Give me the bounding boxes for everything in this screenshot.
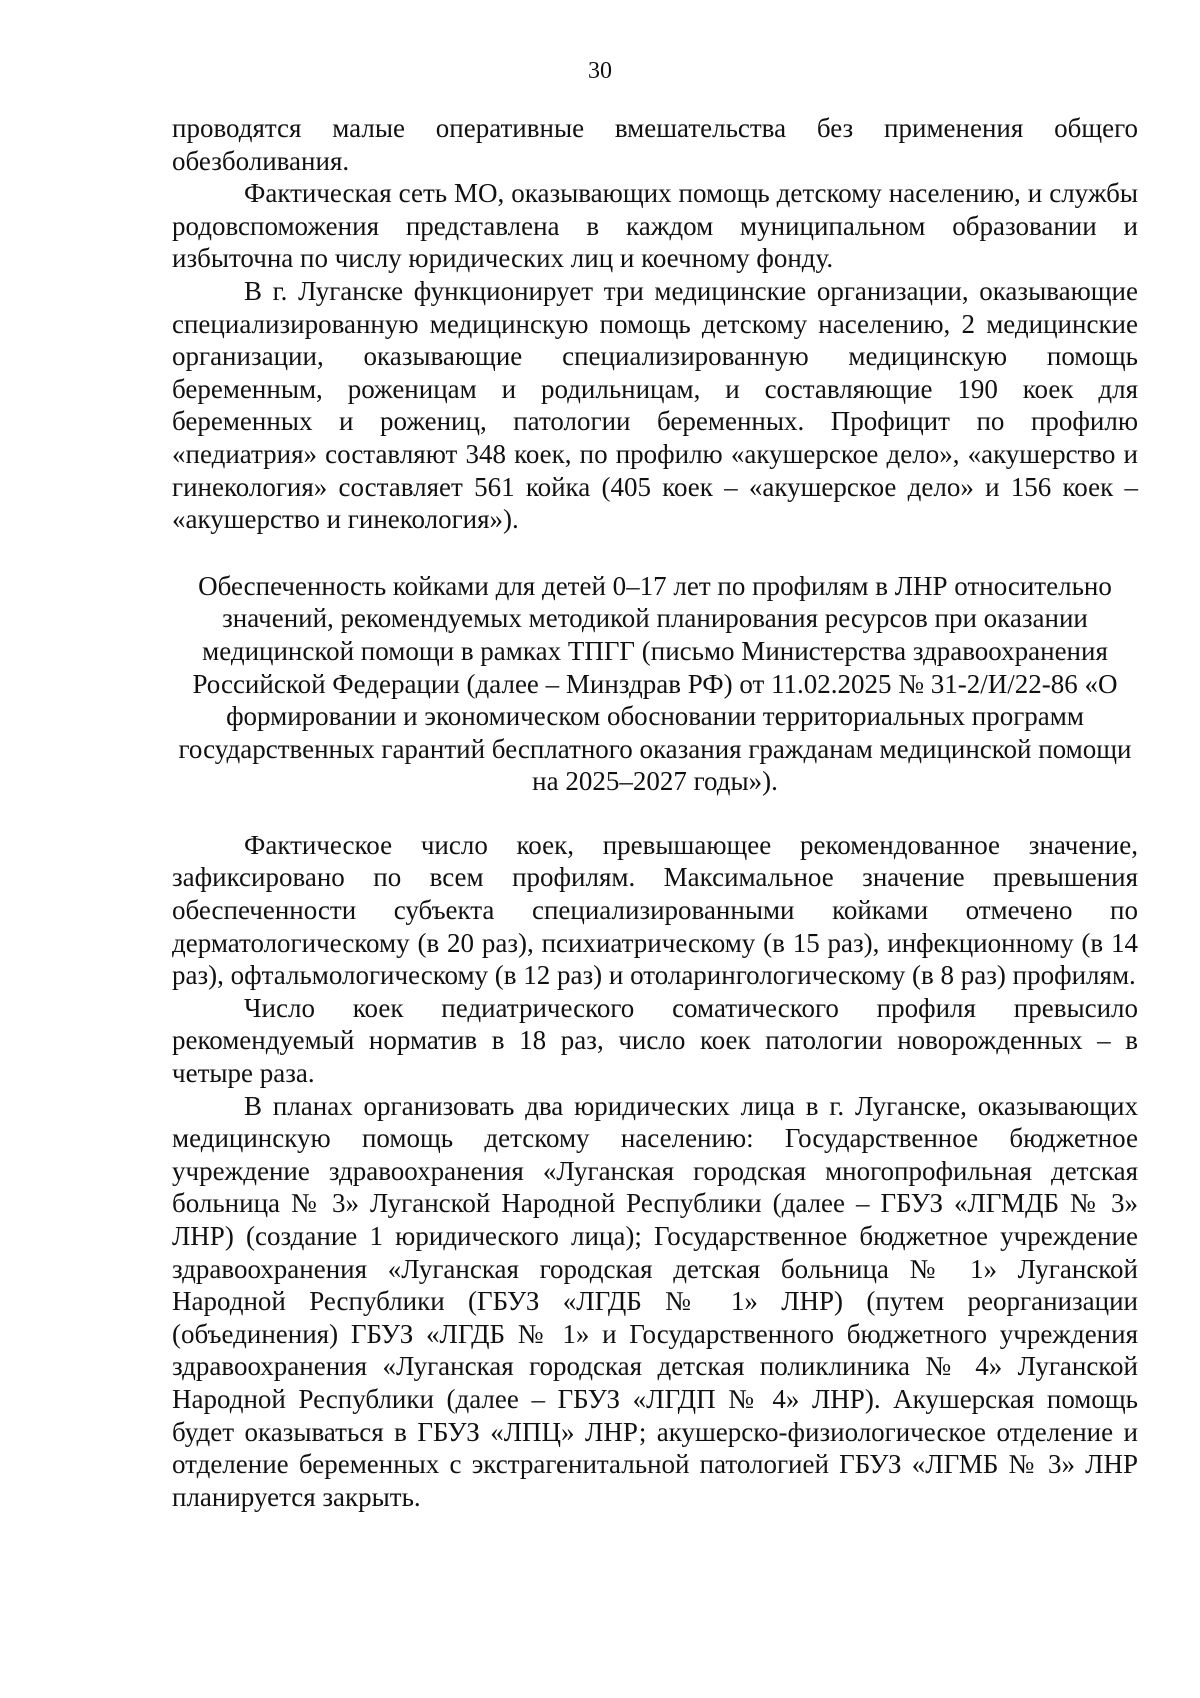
paragraph-bed-excess: Фактическое число коек, превышающее рекомендованное значение, зафиксировано по всем профилям. Максимальное значение превышения обеспеченности субъекта специализированными койками отмечено по дерматологическому (в 20 раз), психиатрическому (в 15 раз), инфекционному (в 14 раз), офтальмологическому (в 12 раз) и отоларингологическому (в 8 раз) профилям. [172, 829, 1138, 991]
paragraph-pediatric-beds: Число коек педиатрического соматического профиля превысило рекомендуемый норматив в 18 раз, число коек патологии новорожденных – в четыре раза. [172, 992, 1138, 1089]
document-body [172, 112, 1138, 1513]
paragraph-network: Фактическая сеть МО, оказывающих помощь детскому населению, и службы родовспоможения представлена в каждом муниципальном образовании и избыточна по числу юридических лиц и коечному фонду. [172, 178, 1138, 274]
paragraph-reorganization-plans: В планах организовать два юридических лица в г. Луганске, оказывающих медицинскую помощь детскому населению: Государственное бюджетное учреждение здравоохранения «Луганская городская многопрофильная детская больница № 3» Луганской Народной Республики (далее – ГБУЗ «ЛГМДБ № 3» ЛНР) (создание 1 юридического лица); Государственное бюджетное учреждение здравоохранения «Луганская городская детская больница № 1» Луганской Народной Республики (ГБУЗ «ЛГДБ № 1» ЛНР) (путем реорганизации (объединения) ГБУЗ «ЛГДБ № 1» и Государственного бюджетного учреждения здравоохранения «Луганская городская детская поликлиника № 4» Луганской Народной Республики (далее – ГБУЗ «ЛГДП № 4» ЛНР). Акушерская помощь будет оказываться в ГБУЗ «ЛПЦ» ЛНР; акушерско-физиологическое отделение и отделение беременных с экстрагенитальной патологией ГБУЗ «ЛГМБ № 3» ЛНР планируется закрыть. [172, 1090, 1138, 1512]
page-number: 30 [588, 58, 612, 84]
section-heading: Обеспеченность койками для детей 0–17 лет по профилям в ЛНР относительно значений, рекомендуемых методикой планирования ресурсов при оказании медицинской помощи в рамках ТПГГ (письмо Министерства здравоохранения Российской Федерации (далее – Минздрав РФ) от 11.02.2025 № 31-2/И/22-86 «О формировании и экономическом обосновании территориальных программ государственных гарантий бесплатного оказания гражданам медицинской помощи на 2025–2027 годы»). [178, 570, 1132, 797]
paragraph-lugansk-organizations: В г. Луганске функционирует три медицинские организации, оказывающие специализированную медицинскую помощь детскому населению, 2 медицинские организации, оказывающие специализированную медицинскую помощь беременным, роженицам и родильницам, и составляющие 190 коек для беременных и рожениц, патологии беременных. Профицит по профилю «педиатрия» составляют 348 коек, по профилю «акушерское дело», «акушерство и гинекология» составляет 561 койка (405 коек – «акушерское дело» и 156 коек – «акушерство и гинекология»). [172, 275, 1138, 535]
paragraph-continuation: проводятся малые оперативные вмешательства без применения общего обезболивания. [172, 113, 1138, 176]
